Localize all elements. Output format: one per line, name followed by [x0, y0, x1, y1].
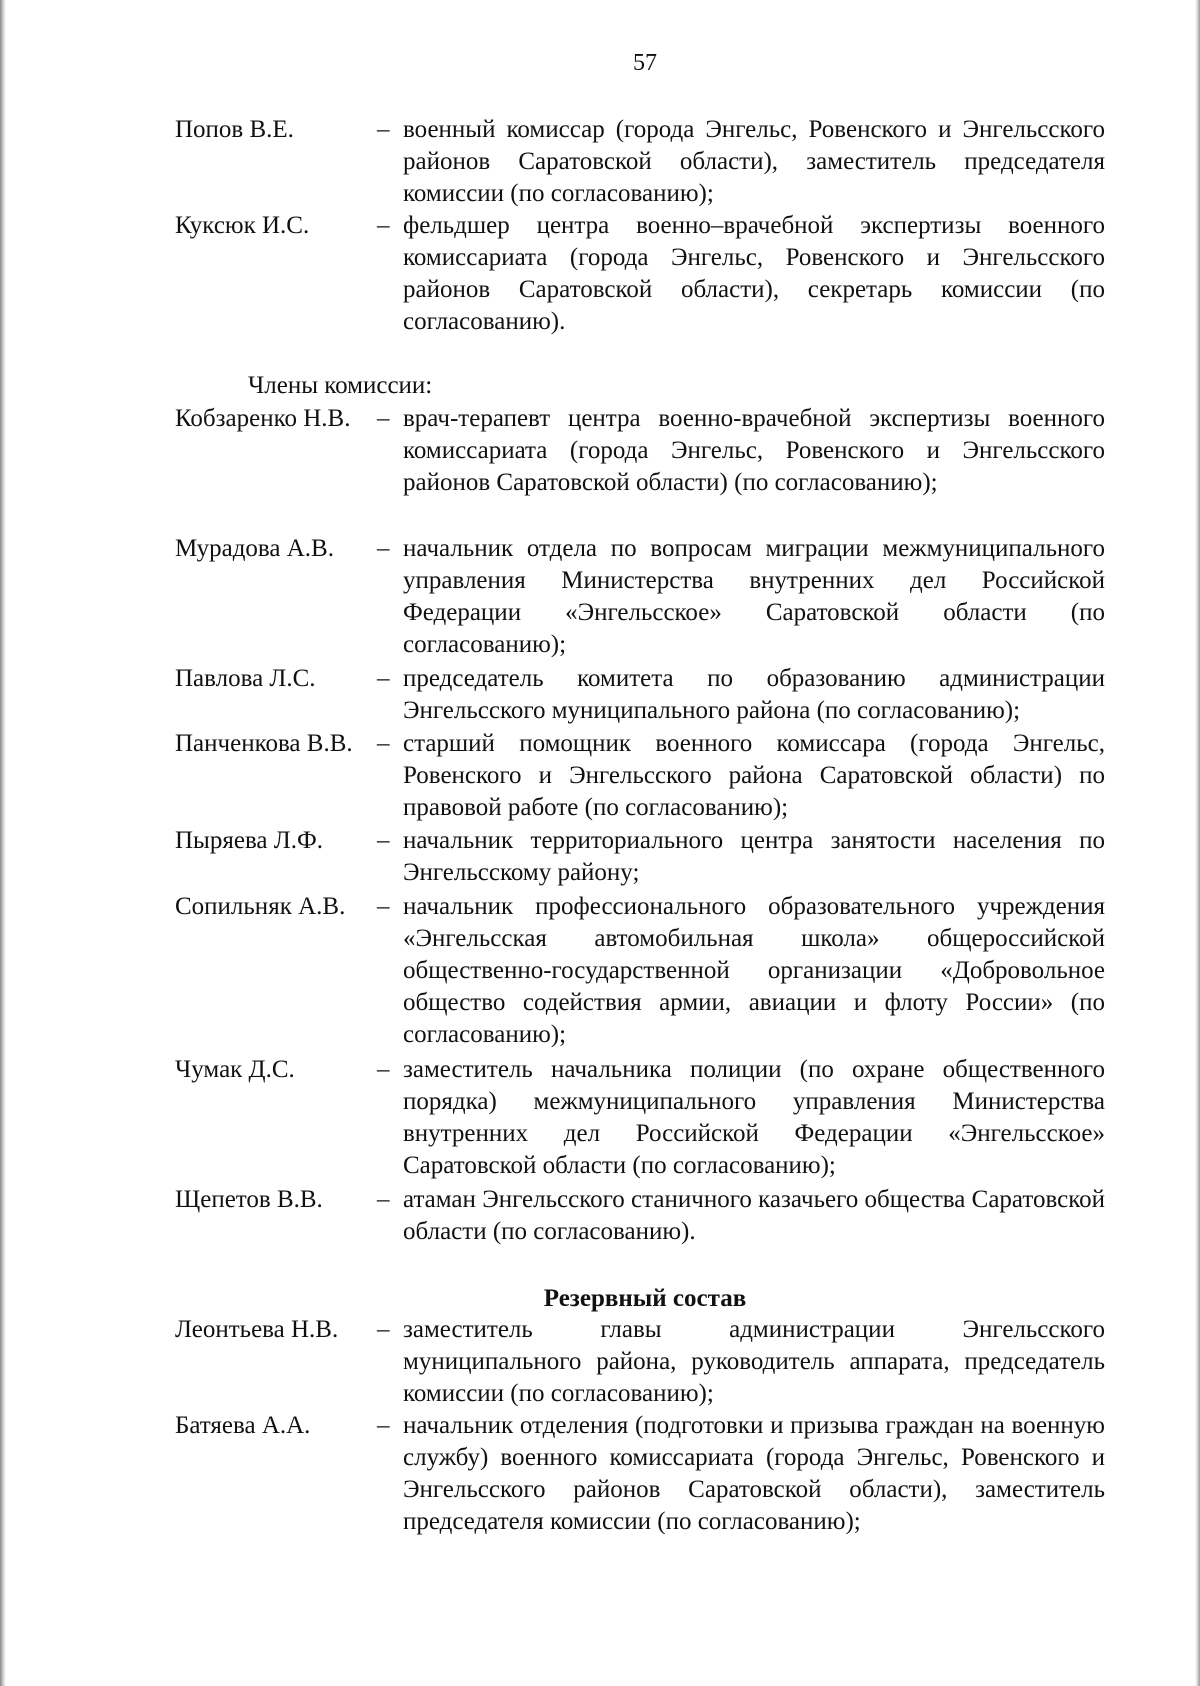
entry-description: начальник отделения (подготовки и призыва граждан на военную службу) военного комиссариата (города Энгельс, Ровенского и Энгельсского районов Саратовской области), заместитель председателя комиссии (по согласованию);: [403, 1412, 1105, 1535]
entry-description: фельдшер центра военно–врачебной экспертизы военного комиссариата (города Энгельс, Ровенского и Энгельсского районов Саратовской области), секретарь комиссии (по согласованию).: [403, 212, 1105, 335]
entry-dash: –: [377, 535, 390, 562]
entry-description: атаман Энгельсского станичного казачьего общества Саратовской области (по согласованию).: [403, 1186, 1105, 1245]
entry-dash: –: [377, 116, 390, 143]
entry-name: Батяева А.А.: [175, 1412, 311, 1439]
entry-dash: –: [377, 827, 390, 854]
entry-member: [175, 728, 1105, 824]
entry-member: [175, 663, 1105, 727]
entry-dash: –: [377, 730, 390, 757]
entry-dash: –: [377, 893, 390, 920]
entry-dash: –: [377, 212, 390, 239]
entry-name: Чумак Д.С.: [175, 1056, 295, 1083]
entry-reserve: [175, 1410, 1105, 1538]
entry-name: Мурадова А.В.: [175, 535, 334, 562]
reserve-heading: Резервный состав: [543, 1285, 747, 1312]
entry-name: Кобзаренко Н.В.: [175, 405, 351, 432]
entry-description: начальник территориального центра занятости населения по Энгельсскому району;: [403, 827, 1105, 886]
members-heading: Члены комиссии:: [248, 372, 433, 399]
entry-description: врач-терапевт центра военно-врачебной экспертизы военного комиссариата (города Энгельс, Ровенского и Энгельсского районов Саратовской области) (по согласованию);: [403, 405, 1105, 496]
entry-dash: –: [377, 1412, 390, 1439]
scan-edge-left: [0, 0, 6, 1686]
entry-dash: –: [377, 1056, 390, 1083]
entry-dash: –: [377, 1316, 390, 1343]
entry-member: [175, 891, 1105, 1051]
entry-name: Попов В.Е.: [175, 116, 294, 143]
entry-description: начальник отдела по вопросам миграции межмуниципального управления Министерства внутренних дел Российской Федерации «Энгельсское» Саратовской области (по согласованию);: [403, 535, 1105, 658]
entry-description: заместитель начальника полиции (по охране общественного порядка) межмуниципального управления Министерства внутренних дел Российской Федерации «Энгельсское» Саратовской области (по согласованию);: [403, 1056, 1105, 1179]
scan-edge-right: [1195, 0, 1200, 1686]
entry-name: Павлова Л.С.: [175, 665, 316, 692]
entry-name: Щепетов В.В.: [175, 1186, 323, 1213]
entry-description: старший помощник военного комиссара (города Энгельс, Ровенского и Энгельсского района Саратовской области) по правовой работе (по согласованию);: [403, 730, 1105, 821]
entry-name: Леонтьева Н.В.: [175, 1316, 339, 1343]
entry-description: военный комиссар (города Энгельс, Ровенского и Энгельсского районов Саратовской области), заместитель председателя комиссии (по согласованию);: [403, 116, 1105, 207]
entry-name: Пыряева Л.Ф.: [175, 827, 323, 854]
entry-member: [175, 1054, 1105, 1182]
entry-popov: [175, 114, 1105, 210]
entry-dash: –: [377, 405, 390, 432]
entry-member: [175, 403, 1105, 499]
entry-reserve: [175, 1314, 1105, 1410]
entry-dash: –: [377, 665, 390, 692]
entry-member: [175, 533, 1105, 661]
entry-dash: –: [377, 1186, 390, 1213]
entry-name: Куксюк И.С.: [175, 212, 310, 239]
entry-kuksyuk: [175, 210, 1105, 338]
entry-description: начальник профессионального образовательного учреждения «Энгельсская автомобильная школа» общероссийской общественно-государственной организации «Добровольное общество содействия армии, авиации и флоту России» (по согласованию);: [403, 893, 1105, 1048]
entry-name: Панченкова В.В.: [175, 730, 353, 757]
entry-member: [175, 1184, 1105, 1248]
page-number: 57: [633, 50, 657, 76]
entry-name: Сопильняк А.В.: [175, 893, 346, 920]
entry-description: председатель комитета по образованию администрации Энгельсского муниципального района (по согласованию);: [403, 665, 1105, 724]
entry-member: [175, 825, 1105, 889]
entry-description: заместитель главы администрации Энгельсского муниципального района, руководитель аппарата, председатель комиссии (по согласованию);: [403, 1316, 1105, 1407]
